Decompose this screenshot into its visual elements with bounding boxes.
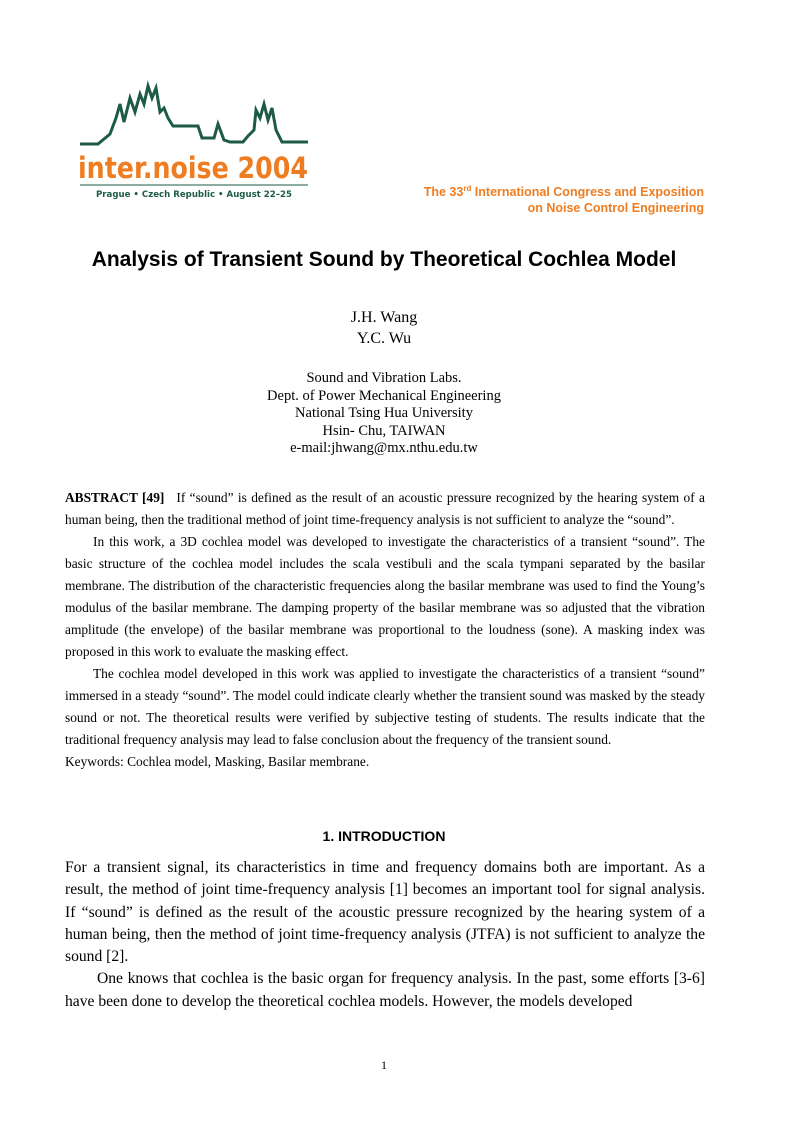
page-number: 1 [381, 1058, 387, 1072]
body-paragraph: For a transient signal, its characteristics in time and frequency domains both are important. As a result, the method of joint time-frequency analysis [1] becomes an important tool for signal analysis. If “sound” is defined as the result of the acoustic pressure recognized by the hearing system of a human being, then the method of joint time-frequency analysis (JTFA) is not sufficient to analyze the sound [2]. [65, 859, 705, 966]
congress-info [424, 184, 704, 216]
congress-line-1: The 33rd International Congress and Exposition [423, 184, 704, 199]
email-line: e-mail:jhwang@mx.nthu.edu.tw [290, 440, 478, 456]
logo-skyline-graphic [80, 86, 308, 144]
keywords: Keywords: Cochlea model, Masking, Basilar membrane. [65, 754, 370, 769]
section-heading-introduction: 1. INTRODUCTION [322, 828, 446, 844]
author-list [0, 307, 768, 349]
abstract-paragraph: The cochlea model developed in this work was applied to investigate the characteristics of a transient “sound” immersed in a steady “sound”. The model could indicate clearly whether the transient sound was masked by the steady sound or not. The theoretical results were verified by subjective testing of students. The results indicate that the traditional frequency analysis may lead to false conclusion about the frequency of the transient sound. [65, 666, 705, 747]
conference-logo [78, 82, 310, 202]
author: Y.C. Wu [356, 330, 412, 347]
affiliation-line: Dept. of Power Mechanical Engineering [267, 387, 501, 404]
paper-title: Analysis of Transient Sound by Theoretical Cochlea Model [91, 248, 677, 271]
affiliation-line: Sound and Vibration Labs. [306, 370, 462, 386]
body-paragraph: One knows that cochlea is the basic organ for frequency analysis. In the past, some efforts [3-6] have been done to develop the theoretical cochlea models. However, the models developed [65, 970, 705, 1010]
affiliation [0, 370, 768, 458]
abstract-paragraph: In this work, a 3D cochlea model was developed to investigate the characteristics of a transient “sound”. The basic structure of the cochlea model includes the scala vestibuli and the scala tympani separated by the basilar membrane. The distribution of the characteristic frequencies along the basilar membrane was used to find the Young’s modulus of the basilar membrane. The damping property of the basilar membrane was so adjusted that the vibration amplitude (the envelope) of the basilar membrane was proportional to the loudness (sone). A masking index was proposed in this work to evaluate the masking effect. [65, 534, 705, 659]
logo-subtitle: Prague • Czech Republic • August 22–25 [96, 190, 293, 200]
affiliation-line: National Tsing Hua University [295, 405, 473, 421]
abstract-paragraph: ABSTRACT [49] If “sound” is defined as the result of an acoustic pressure recognized by the hearing system of a human being, then the traditional method of joint time-frequency analysis is not sufficient to analyze the “sound”. [65, 490, 705, 527]
affiliation-line: Hsin- Chu, TAIWAN [322, 422, 446, 439]
logo-title: inter.noise 2004 [78, 151, 308, 185]
congress-line-2: on Noise Control Engineering [527, 201, 704, 215]
author: J.H. Wang [350, 309, 418, 326]
abstract-section [65, 487, 705, 773]
abstract-label: ABSTRACT [49] [65, 490, 165, 505]
introduction-body [65, 857, 705, 1013]
